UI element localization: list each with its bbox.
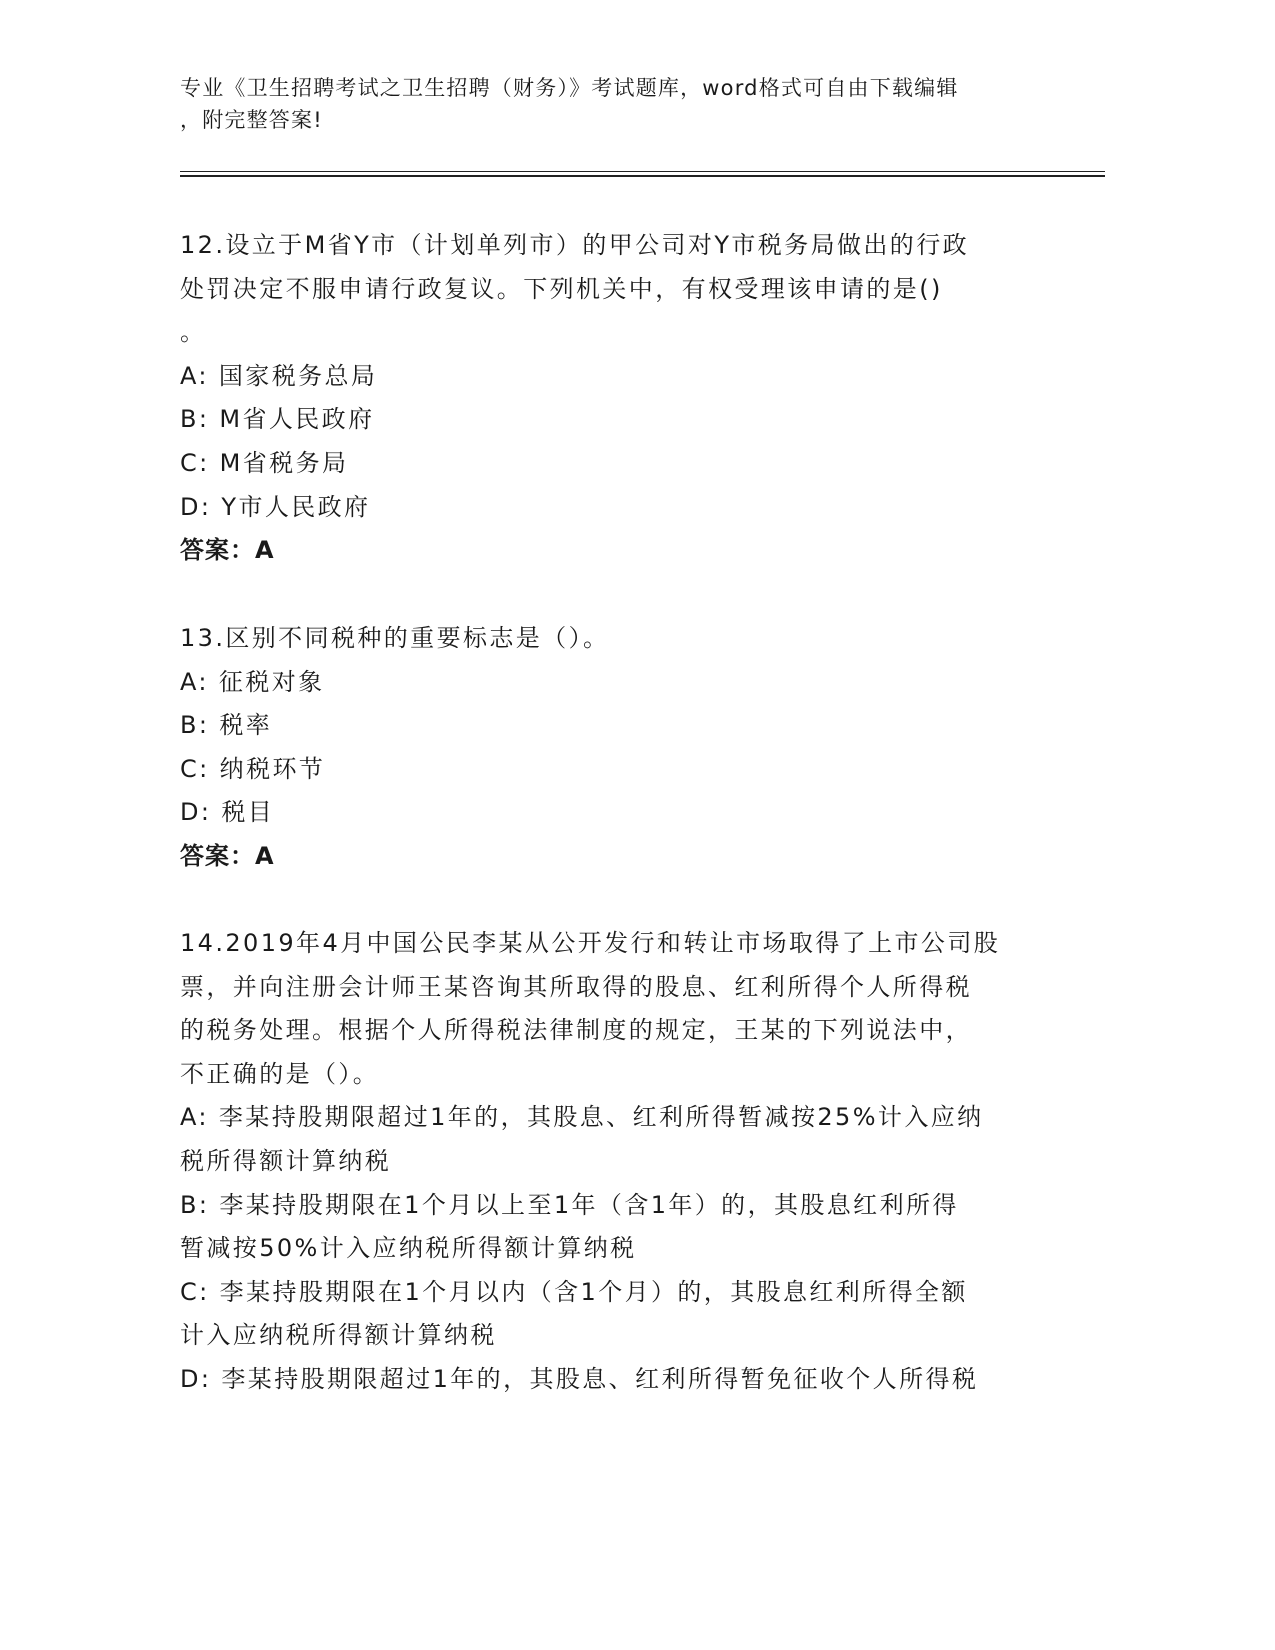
question-stem-line: 不正确的是（）。 — [180, 1059, 380, 1088]
document-header — [180, 72, 1060, 136]
question-stem-line: 12.设立于M省Y市（计划单列市）的甲公司对Y市税务局做出的行政 — [180, 231, 969, 259]
header-line: 专业《卫生招聘考试之卫生招聘（财务）》考试题库，word格式可自由下载编辑 — [180, 76, 959, 100]
question-12 — [180, 224, 1040, 573]
option-d: D: 李某持股期限超过1年的，其股息、红利所得暂免征收个人所得税 — [180, 1364, 979, 1393]
option-b-continued: 暂减按50%计入应纳税所得额计算纳税 — [180, 1234, 637, 1263]
question-13 — [180, 617, 1040, 879]
header-divider — [180, 175, 1105, 177]
answer-key: 答案：A — [180, 536, 275, 565]
option-b: B: 李某持股期限在1个月以上至1年（含1年）的，其股息红利所得 — [180, 1190, 959, 1219]
question-stem-line: 的税务处理。根据个人所得税法律制度的规定，王某的下列说法中， — [180, 1016, 972, 1045]
option-c: C: 李某持股期限在1个月以内（含1个月）的，其股息红利所得全额 — [180, 1277, 968, 1306]
option-a: A: 征税对象 — [180, 667, 325, 696]
option-c-continued: 计入应纳税所得额计算纳税 — [180, 1321, 497, 1350]
option-a-continued: 税所得额计算纳税 — [180, 1146, 392, 1175]
option-a: A: 国家税务总局 — [180, 361, 378, 390]
option-d: D: Y市人民政府 — [180, 492, 371, 521]
header-divider — [180, 171, 1105, 172]
option-c: C: M省税务局 — [180, 448, 349, 477]
question-stem-line: 票，并向注册会计师王某咨询其所取得的股息、红利所得个人所得税 — [180, 972, 972, 1001]
header-line: ，附完整答案! — [180, 108, 323, 132]
option-c: C: 纳税环节 — [180, 754, 326, 783]
question-stem-line: 。 — [180, 318, 207, 347]
option-a: A: 李某持股期限超过1年的，其股息、红利所得暂减按25%计入应纳 — [180, 1103, 984, 1132]
question-stem-line: 处罚决定不服申请行政复议。下列机关中，有权受理该申请的是() — [180, 274, 943, 303]
answer-key: 答案：A — [180, 841, 275, 870]
option-b: B: M省人民政府 — [180, 405, 375, 434]
option-b: B: 税率 — [180, 711, 273, 740]
question-stem-line: 14.2019年4月中国公民李某从公开发行和转让市场取得了上市公司股 — [180, 929, 1001, 957]
question-stem-line: 13.区别不同税种的重要标志是（）。 — [180, 624, 610, 652]
question-14 — [180, 922, 1040, 1402]
option-d: D: 税目 — [180, 798, 275, 827]
